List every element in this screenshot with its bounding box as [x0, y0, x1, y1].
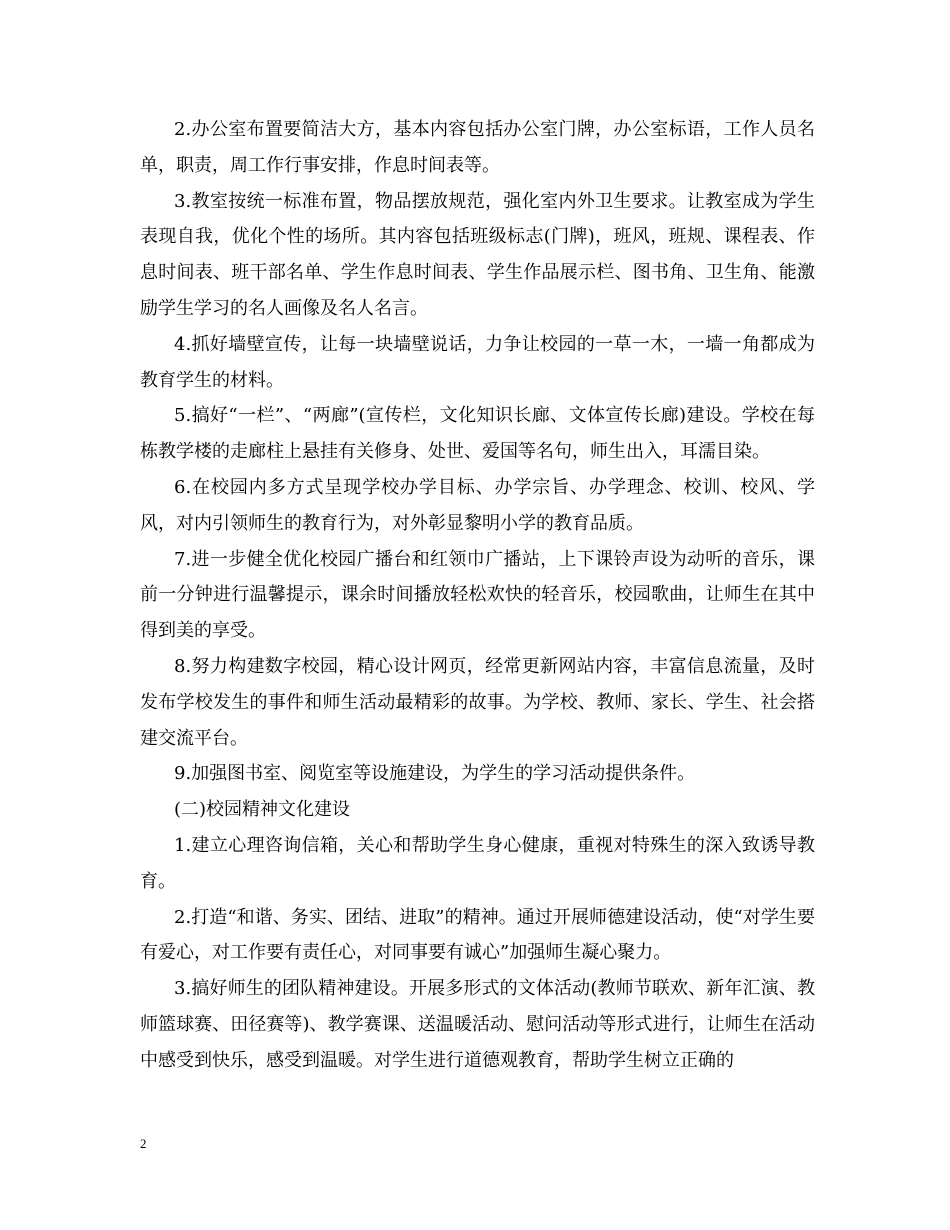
- paragraph: 3.搞好师生的团队精神建设。开展多形式的文体活动(教师节联欢、新年汇演、教师篮球赛、田径赛等)、教学赛课、送温暖活动、慰问活动等形式进行，让师生在活动中感受到快乐，感受到温暖。对学生进行道德观教育，帮助学生树立正确的: [140, 978, 815, 1071]
- paragraph: 7.进一步健全优化校园广播台和红领巾广播站，上下课铃声设为动听的音乐，课前一分钟进行温馨提示，课余时间播放轻松欢快的轻音乐，校园歌曲，让师生在其中得到美的享受。: [140, 548, 815, 642]
- paragraph: 3.教室按统一标准布置，物品摆放规范，强化室内外卫生要求。让教室成为学生表现自我，优化个性的场所。其内容包括班级标志(门牌)，班风，班规、课程表、作息时间表、班干部名单、学生作息时间表、学生作品展示栏、图书角、卫生角、能激励学生学习的名人画像及名人名言。: [140, 190, 815, 319]
- paragraph: 1.建立心理咨询信箱，关心和帮助学生身心健康，重视对特殊生的深入致诱导教育。: [140, 834, 815, 892]
- section-heading: (二)校园精神文化建设: [174, 799, 351, 821]
- paragraph: 8.努力构建数字校园，精心设计网页，经常更新网站内容，丰富信息流量，及时发布学校发生的事件和师生活动最精彩的故事。为学校、教师、家长、学生、社会搭建交流平台。: [140, 655, 815, 749]
- paragraph: 5.搞好“一栏”、“两廊”(宣传栏，文化知识长廊、文体宣传长廊)建设。学校在每栋教学楼的走廊柱上悬挂有关修身、处世、爱国等名句，师生出入，耳濡目染。: [140, 405, 815, 463]
- paragraph: 6.在校园内多方式呈现学校办学目标、办学宗旨、办学理念、校训、校风、学风，对内引领师生的教育行为，对外彰显黎明小学的教育品质。: [140, 476, 815, 534]
- paragraph: 9.加强图书室、阅览室等设施建设，为学生的学习活动提供条件。: [174, 763, 696, 785]
- document-body: [140, 112, 815, 1079]
- paragraph: 2.打造“和谐、务实、团结、进取”的精神。通过开展师德建设活动，使“对学生要有爱心，对工作要有责任心，对同事要有诚心”加强师生凝心聚力。: [140, 906, 815, 964]
- paragraph: 4.抓好墙壁宣传，让每一块墙壁说话，力争让校园的一草一木，一墙一角都成为教育学生的材料。: [140, 333, 815, 391]
- page-number: 2: [140, 1136, 147, 1151]
- paragraph: 2.办公室布置要简洁大方，基本内容包括办公室门牌，办公室标语，工作人员名单，职责，周工作行事安排，作息时间表等。: [140, 119, 815, 176]
